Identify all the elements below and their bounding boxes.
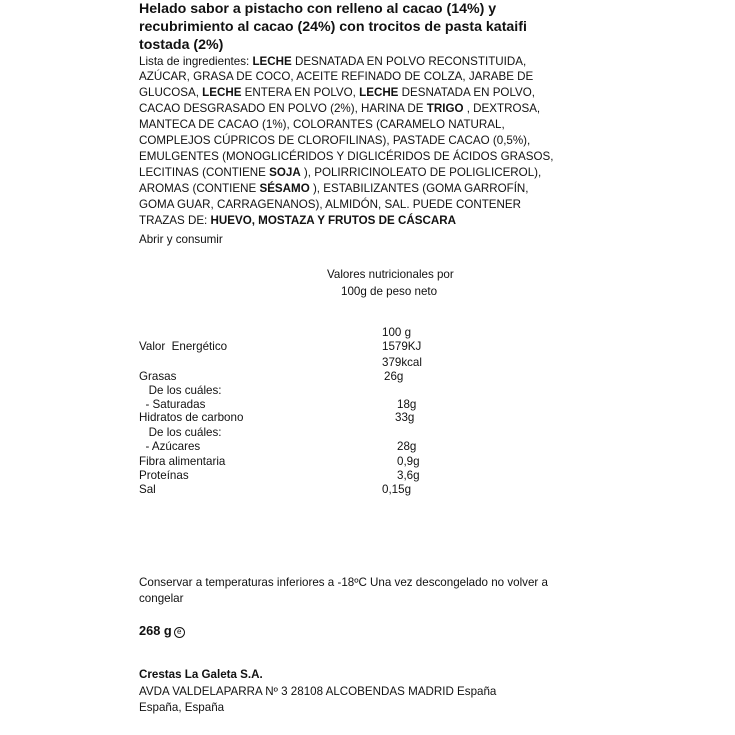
ingredient-text: ), ESTABILIZANTES (GOMA GARROFÍN,: [309, 181, 529, 195]
company-country: España, España: [139, 701, 225, 714]
nutrition-row-label: - Saturadas: [139, 398, 206, 411]
ingredient-text: ENTERA EN POLVO,: [241, 86, 360, 100]
company-name: Crestas La Galeta S.A.: [139, 668, 263, 681]
nutrition-row-value: 379kcal: [382, 356, 422, 369]
net-weight: [139, 623, 185, 638]
nutrition-row-value: 28g: [397, 440, 417, 453]
nutrition-heading-line-2: 100g de peso neto: [341, 285, 438, 298]
ingredient-text: DESNATADA EN POLVO,: [398, 86, 536, 100]
storage-line-1: Conservar a temperaturas inferiores a -18ºC Una vez descongelado no volver a: [139, 576, 548, 589]
company-address: AVDA VALDELAPARRA Nº 3 28108 ALCOBENDAS MADRID España: [139, 685, 497, 698]
allergen-text: LECHE: [252, 54, 292, 68]
net-weight-value: 268 g: [139, 623, 172, 638]
allergen-text: SÉSAMO: [259, 181, 310, 195]
ingredients-line: [139, 117, 505, 133]
usage-instructions: Abrir y consumir: [139, 233, 223, 246]
nutrition-column-header: 100 g: [382, 326, 412, 339]
nutrition-row-value: 3,6g: [397, 469, 420, 482]
nutrition-row-value: 26g: [384, 370, 404, 383]
ingredient-text: MANTECA DE CACAO (1%), COLORANTES (CARAMELO NATURAL,: [139, 118, 505, 132]
nutrition-row-value: 33g: [395, 411, 415, 424]
nutrition-row-value: 1579KJ: [382, 340, 422, 353]
allergen-text: HUEVO, MOSTAZA Y FRUTOS DE CÁSCARA: [210, 213, 456, 227]
nutrition-row-value: 18g: [397, 398, 417, 411]
nutrition-row-label: Hidratos de carbono: [139, 411, 244, 424]
nutrition-row-label: Fibra alimentaria: [139, 455, 226, 468]
ingredients-line: [139, 213, 456, 229]
nutrition-heading-line-1: Valores nutricionales por: [327, 268, 454, 281]
nutrition-row-label: Proteínas: [139, 469, 189, 482]
storage-line-2: congelar: [139, 592, 184, 605]
ingredients-line: [139, 181, 529, 197]
nutrition-row-label: Valor Energético: [139, 340, 228, 353]
ingredient-text: AZÚCAR, GRASA DE COCO, ACEITE REFINADO DE COLZA, JARABE DE: [139, 70, 534, 84]
ingredient-text: GLUCOSA,: [139, 86, 203, 100]
ingredients-line: [139, 133, 530, 149]
allergen-text: SOJA: [269, 165, 301, 179]
ingredient-text: DESNATADA EN POLVO RECONSTITUIDA,: [291, 54, 527, 68]
allergen-text: TRIGO: [426, 102, 464, 116]
nutrition-row-value: 0,9g: [397, 455, 420, 468]
ingredient-text: Lista de ingredientes:: [139, 54, 253, 68]
ingredient-text: GOMA GUAR, CARRAGENANOS), ALMIDÓN, SAL. PUEDE CONTENER: [139, 197, 522, 211]
allergen-text: LECHE: [202, 86, 242, 100]
nutrition-row-label: Sal: [139, 483, 156, 496]
ingredients-line: [139, 101, 540, 117]
estimated-sign-icon: e: [174, 627, 185, 638]
ingredient-text: EMULGENTES (MONOGLICÉRIDOS Y DIGLICÉRIDOS DE ÁCIDOS GRASOS,: [139, 149, 554, 163]
product-title-line-3: tostada (2%): [139, 37, 224, 53]
ingredients-line: [139, 165, 541, 181]
ingredient-text: , DEXTROSA,: [463, 102, 541, 116]
nutrition-row-label: De los cuáles:: [139, 384, 222, 397]
ingredient-text: TRAZAS DE:: [139, 213, 211, 227]
nutrition-row-value: 0,15g: [382, 483, 412, 496]
nutrition-row-label: De los cuáles:: [139, 426, 222, 439]
ingredients-line: [139, 197, 521, 213]
ingredients-line: [139, 149, 553, 165]
nutrition-row-label: - Azúcares: [139, 440, 201, 453]
nutrition-row-label: Grasas: [139, 370, 177, 383]
product-title-line-2: recubrimiento al cacao (24%) con trocitos de pasta kataifi: [139, 19, 527, 35]
ingredient-text: CACAO DESGRASADO EN POLVO (2%), HARINA DE: [139, 102, 427, 116]
ingredients-line: [139, 85, 535, 101]
allergen-text: LECHE: [359, 86, 399, 100]
ingredient-text: COMPLEJOS CÚPRICOS DE CLOROFILINAS), PASTADE CACAO (0,5%),: [139, 134, 531, 147]
product-title-line-1: Helado sabor a pistacho con relleno al cacao (14%) y: [139, 1, 497, 17]
ingredient-text: LECITINAS (CONTIENE: [139, 165, 270, 179]
ingredients-line: [139, 54, 526, 70]
ingredient-text: AROMAS (CONTIENE: [139, 181, 260, 195]
ingredient-text: ), POLIRRICINOLEATO DE POLIGLICEROL),: [300, 165, 542, 179]
ingredients-line: [139, 69, 533, 85]
